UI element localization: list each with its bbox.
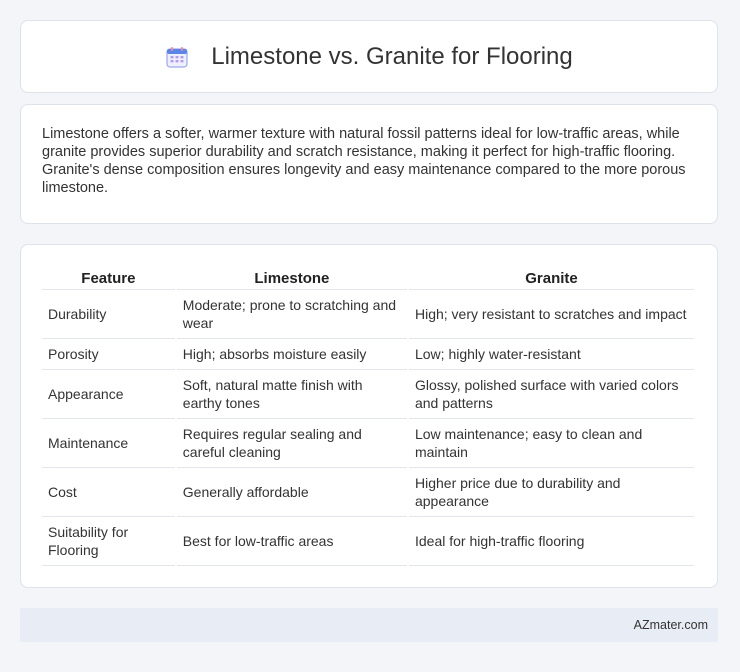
- title-card: [20, 20, 718, 93]
- summary-card: [20, 104, 718, 224]
- footer-bar: [20, 608, 718, 642]
- limestone-cell: Best for low-traffic areas: [177, 517, 407, 566]
- feature-cell: Appearance: [42, 370, 175, 419]
- table-row: [42, 517, 694, 566]
- comparison-table: [40, 265, 696, 566]
- granite-cell: Low; highly water-resistant: [409, 339, 694, 370]
- table-row: [42, 339, 694, 370]
- header-feature: Feature: [42, 265, 175, 290]
- limestone-cell: High; absorbs moisture easily: [177, 339, 407, 370]
- feature-cell: Maintenance: [42, 419, 175, 468]
- granite-cell: Ideal for high-traffic flooring: [409, 517, 694, 566]
- limestone-cell: Generally affordable: [177, 468, 407, 517]
- table-row: [42, 290, 694, 339]
- feature-cell: Porosity: [42, 339, 175, 370]
- table-row: [42, 419, 694, 468]
- summary-text: Limestone offers a softer, warmer texture with natural fossil patterns ideal for low-traffic areas, while granite provides superior durability and scratch resistance, making it perfect for high-traffic flooring. Granite's dense composition ensures longevity and easy maintenance compared to the more porous limestone.: [42, 126, 686, 196]
- limestone-cell: Moderate; prone to scratching and wear: [177, 290, 407, 339]
- header-limestone: Limestone: [177, 265, 407, 290]
- limestone-cell: Soft, natural matte finish with earthy tones: [177, 370, 407, 419]
- granite-cell: Glossy, polished surface with varied colors and patterns: [409, 370, 694, 419]
- feature-cell: Suitability for Flooring: [42, 517, 175, 566]
- calendar-icon: [165, 45, 189, 69]
- page-title: Limestone vs. Granite for Flooring: [211, 42, 573, 70]
- table-header-row: [42, 265, 694, 290]
- limestone-cell: Requires regular sealing and careful cleaning: [177, 419, 407, 468]
- feature-cell: Durability: [42, 290, 175, 339]
- granite-cell: Low maintenance; easy to clean and maintain: [409, 419, 694, 468]
- comparison-card: [20, 244, 718, 588]
- header-granite: Granite: [409, 265, 694, 290]
- granite-cell: High; very resistant to scratches and impact: [409, 290, 694, 339]
- granite-cell: Higher price due to durability and appearance: [409, 468, 694, 517]
- table-row: [42, 370, 694, 419]
- feature-cell: Cost: [42, 468, 175, 517]
- footer-brand[interactable]: AZmater.com: [633, 618, 708, 632]
- table-row: [42, 468, 694, 517]
